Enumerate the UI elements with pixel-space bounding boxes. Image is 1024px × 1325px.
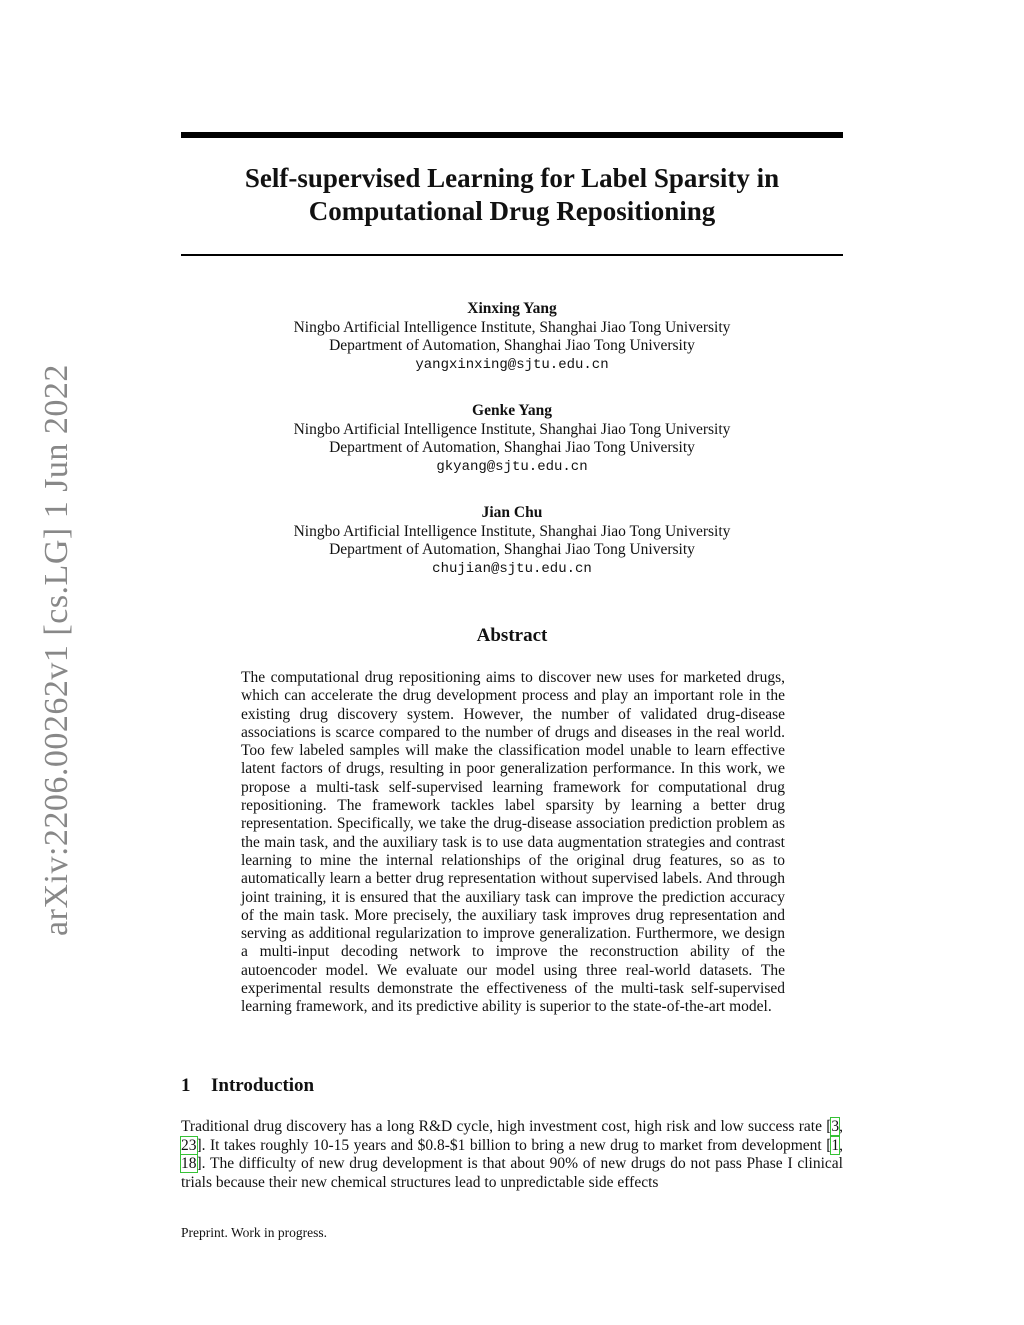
author-email[interactable]: yangxinxing@sjtu.edu.cn (415, 356, 609, 373)
author-affiliation: Department of Automation, Shanghai Jiao Tong University (329, 439, 695, 456)
author-block (181, 504, 843, 578)
paper-title (181, 162, 843, 228)
author-name: Xinxing Yang (467, 300, 557, 317)
citation-link[interactable]: 23 (181, 1136, 197, 1154)
title-line-1: Self-supervised Learning for Label Sparsity in (244, 163, 780, 193)
author-affiliation: Department of Automation, Shanghai Jiao Tong University (329, 337, 695, 354)
top-rule (181, 132, 843, 138)
intro-text: ]. It takes roughly 10-15 years and $0.8-$1 billion to bring a new drug to market from development [ (196, 1136, 832, 1154)
intro-text: Traditional drug discovery has a long R&D cycle, high investment cost, high risk and low success rate [ (181, 1118, 832, 1135)
abstract-text: The computational drug repositioning aims to discover new uses for marketed drugs, which can accelerate the drug development process and play an important role in the existing drug discovery system. However, the number of validated drug-disease associations is scarce compared to the number of drugs and diseases in the real world. Too few labeled samples will make the classification model unable to learn effective latent factors of drugs, resulting in poor generalization performance. In this work, we propose a multi-task self-supervised learning framework for computational drug repositioning. The framework tackles label sparsity by learning a better drug representation. Specifically, we take the drug-disease association prediction problem as the main task, and the auxiliary task is to use data augmentation strategies and contrast learning to mine the internal relationships of the original drug features, so as to automatically learn a better drug representation without supervised labels. And through joint training, it is ensured that the auxiliary task can improve the prediction accuracy of the main task. More precisely, the auxiliary task improves drug representation and serving as additional regularization to improve generalization. Furthermore, we design a multi-input decoding network to improve the reconstruction ability of the autoencoder model. We evaluate our model using three real-world datasets. The experimental results demonstrate the effectiveness of the multi-task self-supervised learning framework, and its predictive ability is superior to the state-of-the-art model. (241, 669, 785, 1016)
section-heading (181, 1075, 314, 1097)
author-block (181, 300, 843, 374)
citation-link[interactable]: 1 (831, 1136, 840, 1154)
author-block (181, 402, 843, 476)
citation-link[interactable]: 3 (831, 1118, 840, 1135)
footer-note: Preprint. Work in progress. (181, 1225, 328, 1240)
author-affiliation: Ningbo Artificial Intelligence Institute, Shanghai Jiao Tong University (293, 420, 731, 438)
author-name: Genke Yang (472, 402, 552, 419)
section-number: 1 (181, 1075, 191, 1096)
intro-text: , (839, 1118, 843, 1135)
section-title: Introduction (211, 1075, 315, 1096)
author-name: Jian Chu (481, 504, 543, 521)
author-email[interactable]: gkyang@sjtu.edu.cn (436, 458, 588, 475)
author-affiliation: Department of Automation, Shanghai Jiao Tong University (329, 541, 695, 558)
intro-paragraph (181, 1118, 843, 1192)
author-affiliation: Ningbo Artificial Intelligence Institute, Shanghai Jiao Tong University (293, 318, 731, 336)
title-bottom-rule (181, 254, 843, 256)
arxiv-identifier[interactable]: arXiv:2206.00262v1 [cs.LG] 1 Jun 2022 (38, 364, 75, 936)
author-email[interactable]: chujian@sjtu.edu.cn (432, 560, 592, 577)
intro-text: ]. The difficulty of new drug development is that about 90% of new drugs do not pass Phase I clinical trials because their new chemical structures lead to unpredictable side effects (181, 1155, 843, 1191)
citation-link[interactable]: 18 (181, 1155, 197, 1172)
abstract-heading: Abstract (476, 625, 548, 646)
author-affiliation: Ningbo Artificial Intelligence Institute, Shanghai Jiao Tong University (293, 522, 731, 540)
intro-text: , (839, 1136, 843, 1154)
title-line-2: Computational Drug Repositioning (308, 196, 716, 226)
